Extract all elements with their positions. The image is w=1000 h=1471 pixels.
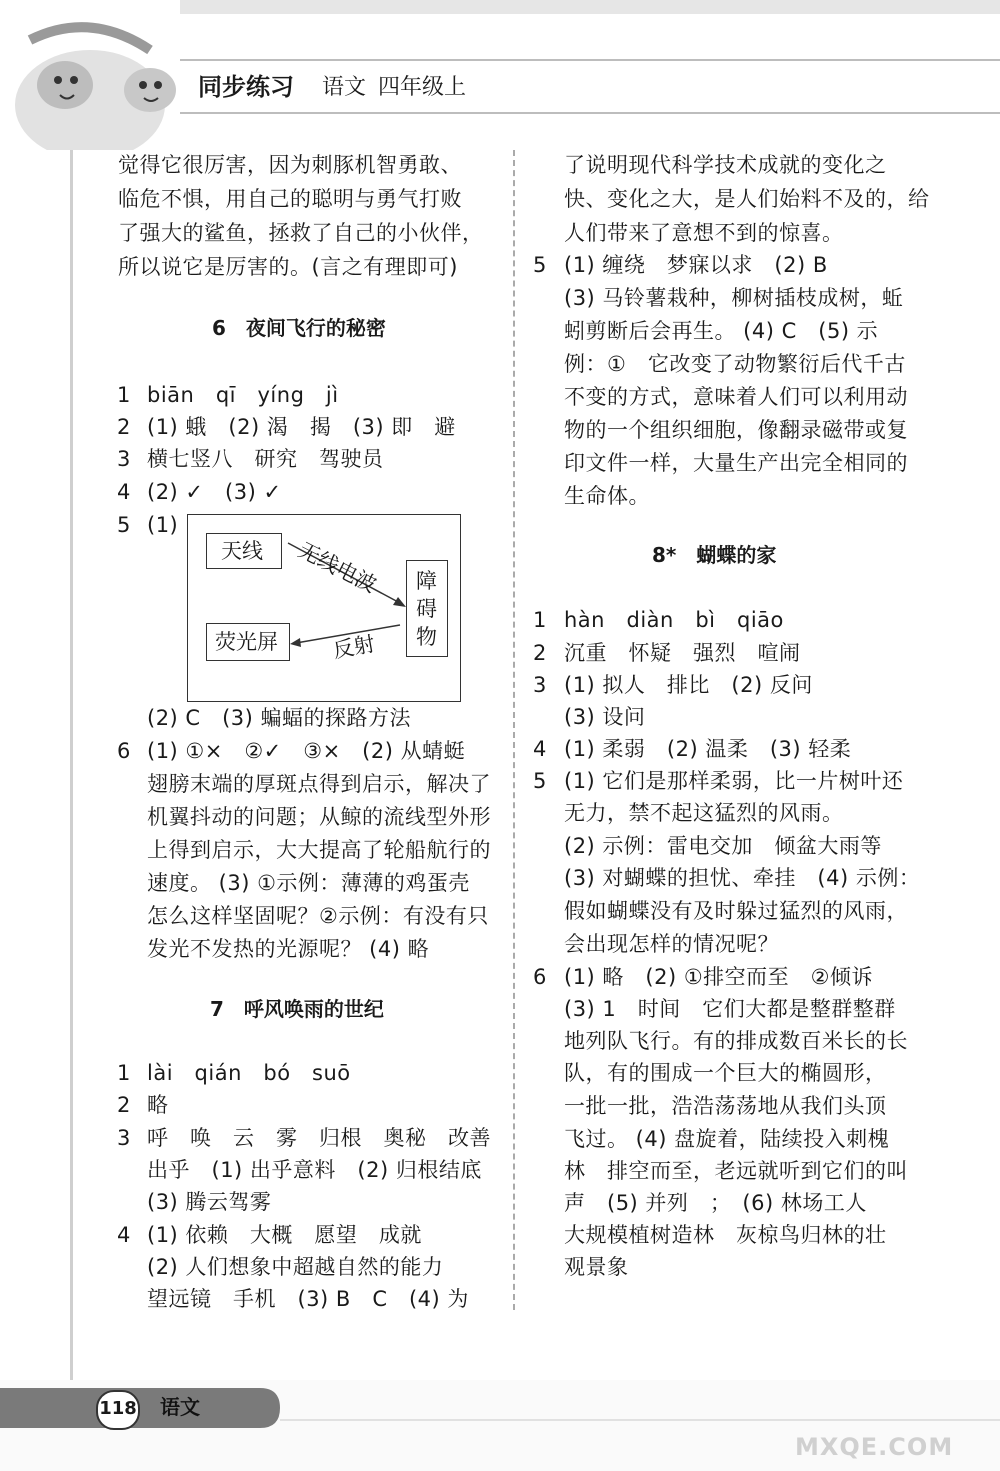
question-number: 1 bbox=[533, 608, 547, 632]
answer-line: 沉重 怀疑 强烈 喧闹 bbox=[564, 641, 801, 665]
text-line: 快、变化之大，是人们始料不及的，给 bbox=[564, 187, 930, 211]
section-title-7: 7 呼风唤雨的世纪 bbox=[210, 997, 384, 1021]
answer-line: 上得到启示，大大提高了轮船航行的 bbox=[147, 838, 491, 862]
answer-line: 例：① 它改变了动物繁衍后代千古 bbox=[564, 352, 906, 376]
answer-line: 地列队飞行。有的排成数百米长的长 bbox=[564, 1029, 908, 1053]
answer-line: 速度。 (3) ①示例：薄薄的鸡蛋壳 bbox=[147, 871, 470, 895]
answer-line: 林 排空而至，老远就听到它们的叫 bbox=[564, 1159, 908, 1183]
answer-line: (1) 缠绕 梦寐以求 (2) B bbox=[564, 253, 828, 277]
answer-line: 望远镜 手机 (3) B C (4) 为 bbox=[147, 1287, 469, 1311]
radar-diagram bbox=[187, 514, 461, 702]
answer-line: (3) 对蝴蝶的担忧、牵挂 (4) 示例： bbox=[564, 866, 921, 890]
left-margin-rule bbox=[70, 150, 73, 1380]
question-number: 2 bbox=[117, 1093, 131, 1117]
question-number: 5 bbox=[533, 769, 547, 793]
question-number: 1 bbox=[117, 383, 131, 407]
answer-line: 大规模植树造林 灰椋鸟归林的壮 bbox=[564, 1223, 887, 1247]
question-number: 6 bbox=[117, 739, 131, 763]
answer-line: 观景象 bbox=[564, 1255, 629, 1279]
answer-line: 无力，禁不起这猛烈的风雨。 bbox=[564, 801, 844, 825]
answer-line: 一批一批，浩浩荡荡地从我们头顶 bbox=[564, 1094, 887, 1118]
answer-line: 不变的方式，意味着人们可以利用动 bbox=[564, 385, 908, 409]
watermark: MXQE.COM bbox=[795, 1433, 954, 1461]
answer-line: (1) 蛾 (2) 渴 揭 (3) 即 避 bbox=[147, 415, 456, 439]
question-number: 2 bbox=[533, 641, 547, 665]
answer-line: (1) 柔弱 (2) 温柔 (3) 轻柔 bbox=[564, 737, 852, 761]
answer-line: 翅膀末端的厚斑点得到启示，解决了 bbox=[147, 772, 491, 796]
section-title-6: 6 夜间飞行的秘密 bbox=[212, 316, 386, 340]
answer-line: (2) 示例：雷电交加 倾盆大雨等 bbox=[564, 834, 882, 858]
text-line: 所以说它是厉害的。(言之有理即可) bbox=[118, 255, 458, 279]
column-divider bbox=[513, 150, 515, 1310]
pinyin-answer: biān qī yíng jì bbox=[147, 383, 339, 407]
text-line: 了说明现代科学技术成就的变化之 bbox=[564, 153, 887, 177]
header-graphic bbox=[0, 0, 1000, 150]
text-line: 人们带来了意想不到的惊喜。 bbox=[564, 221, 844, 245]
question-number: 6 bbox=[533, 965, 547, 989]
grade-label: 四年级上 bbox=[378, 75, 467, 100]
question-number: 4 bbox=[117, 480, 131, 504]
answer-line: (3) 设问 bbox=[564, 705, 646, 729]
subject-label: 语文 bbox=[322, 75, 367, 100]
question-number: 4 bbox=[533, 737, 547, 761]
obstacle-label: 障碍物 bbox=[416, 569, 437, 649]
answer-line: 呼 唤 云 雾 归根 奥秘 改善 bbox=[147, 1126, 491, 1150]
answer-line: (1) 它们是那样柔弱，比一片树叶还 bbox=[564, 769, 904, 793]
question-number: 3 bbox=[533, 673, 547, 697]
answer-line: 印文件一样，大量生产出完全相同的 bbox=[564, 451, 908, 475]
answer-line: (1) ①× ②✓ ③× (2) 从蜻蜓 bbox=[147, 739, 466, 763]
series-title: 同步练习 bbox=[198, 73, 294, 101]
question-number: 3 bbox=[117, 447, 131, 471]
question-number: 5 bbox=[117, 513, 131, 537]
text-line: 临危不惧，用自己的聪明与勇气打败 bbox=[118, 187, 462, 211]
answer-line: (1) 依赖 大概 愿望 成就 bbox=[147, 1223, 422, 1247]
text-line: 了强大的鲨鱼，拯救了自己的小伙伴， bbox=[118, 221, 484, 245]
antenna-box bbox=[206, 533, 282, 569]
answer-line: (1) bbox=[147, 513, 179, 537]
question-number: 3 bbox=[117, 1126, 131, 1150]
obstacle-box bbox=[406, 560, 448, 657]
answer-line: 生命体。 bbox=[564, 484, 650, 508]
answer-line: 略 bbox=[147, 1093, 169, 1117]
page-footer bbox=[0, 1380, 1000, 1471]
footer-subject: 语文 bbox=[160, 1395, 200, 1419]
reflect-label: 反射 bbox=[331, 631, 377, 663]
answer-line: 蚓剪断后会再生。 (4) C (5) 示 bbox=[564, 319, 879, 343]
answer-line: 发光不发热的光源呢？ (4) 略 bbox=[147, 937, 430, 961]
radio-wave-label: 无线电波 bbox=[294, 537, 381, 598]
antenna-label: 天线 bbox=[221, 539, 263, 563]
page-number-badge bbox=[96, 1390, 140, 1430]
question-number: 1 bbox=[117, 1061, 131, 1085]
answer-line: (3) 马铃薯栽种，柳树插枝成树，蚯 bbox=[564, 286, 904, 310]
answer-line: 声 (5) 并列 ； (6) 林场工人 bbox=[564, 1191, 867, 1215]
answer-line: (3) 腾云驾雾 bbox=[147, 1190, 272, 1214]
question-number: 4 bbox=[117, 1223, 131, 1247]
answer-line: (2) 人们想象中超越自然的能力 bbox=[147, 1255, 444, 1279]
screen-box bbox=[206, 623, 290, 661]
screen-label: 荧光屏 bbox=[215, 630, 278, 654]
page-number: 118 bbox=[99, 1398, 137, 1419]
answer-line: 横七竖八 研究 驾驶员 bbox=[147, 447, 384, 471]
answer-line: 物的一个组织细胞，像翻录磁带或复 bbox=[564, 418, 908, 442]
text-line: 觉得它很厉害，因为刺豚机智勇敢、 bbox=[118, 153, 462, 177]
answer-line: 出乎 (1) 出乎意料 (2) 归根结底 bbox=[147, 1158, 482, 1182]
page-header bbox=[0, 0, 1000, 150]
answer-line: 会出现怎样的情况呢？ bbox=[564, 932, 779, 956]
section-title-8: 8* 蝴蝶的家 bbox=[652, 543, 777, 567]
answer-line: 机翼抖动的问题；从鲸的流线型外形 bbox=[147, 805, 491, 829]
answer-line: 假如蝴蝶没有及时躲过猛烈的风雨， bbox=[564, 899, 908, 923]
answer-line: (1) 拟人 排比 (2) 反问 bbox=[564, 673, 813, 697]
answer-line: 队，有的围成一个巨大的椭圆形， bbox=[564, 1061, 887, 1085]
answer-line: (1) 略 (2) ①排空而至 ②倾诉 bbox=[564, 965, 873, 989]
question-number: 2 bbox=[117, 415, 131, 439]
answer-line: (3) 1 时间 它们大都是整群整群 bbox=[564, 997, 896, 1021]
question-number: 5 bbox=[533, 253, 547, 277]
pinyin-answer: lài qián bó suō bbox=[147, 1061, 351, 1085]
answer-line: 飞过。 (4) 盘旋着，陆续投入刺槐 bbox=[564, 1127, 890, 1151]
answer-line: 怎么这样坚固呢？②示例：有没有只 bbox=[147, 904, 489, 928]
answer-line: (2) C (3) 蝙蝠的探路方法 bbox=[147, 706, 412, 730]
pinyin-answer: hàn diàn bì qiāo bbox=[564, 608, 784, 632]
answer-line: (2) ✓ (3) ✓ bbox=[147, 480, 282, 504]
